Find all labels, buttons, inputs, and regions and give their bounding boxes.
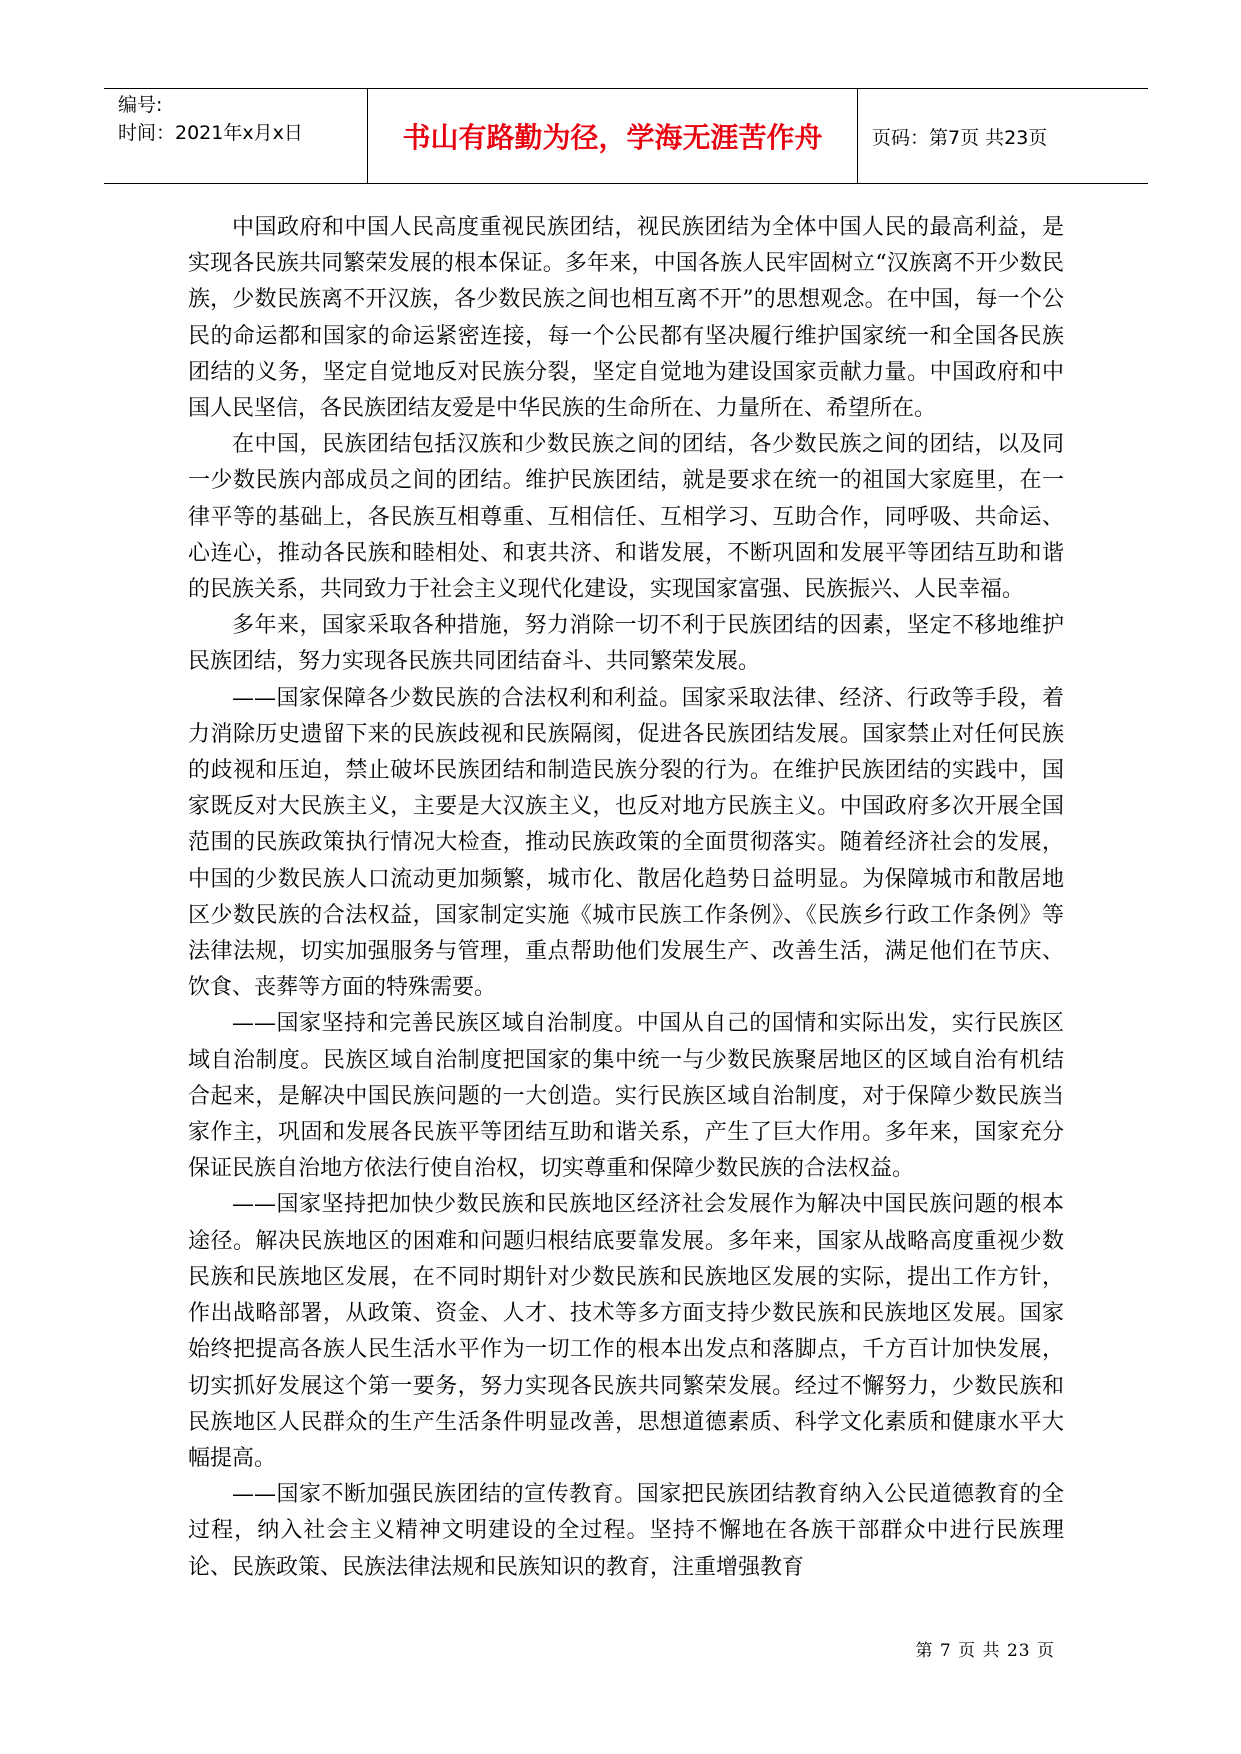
page-header [104, 88, 1148, 184]
paragraph-6: ——国家坚持把加快少数民族和民族地区经济社会发展作为解决中国民族问题的根本途径。解决民族地区的困难和问题归根结底要靠发展。多年来，国家从战略高度重视少数民族和民族地区发展，在不同时期针对少数民族和民族地区发展的实际，提出工作方针，作出战略部署，从政策、资金、人才、技术等多方面支持少数民族和民族地区发展。国家始终把提高各族人民生活水平作为一切工作的根本出发点和落脚点，千方百计加快发展，切实抓好发展这个第一要务，努力实现各民族共同繁荣发展。经过不懈努力，少数民族和民族地区人民群众的生产生活条件明显改善，思想道德素质、科学文化素质和健康水平大幅提高。 [188, 1192, 1064, 1471]
paragraph-4: ——国家保障各少数民族的合法权利和利益。国家采取法律、经济、行政等手段，着力消除历史遗留下来的民族歧视和民族隔阂，促进各民族团结发展。国家禁止对任何民族的歧视和压迫，禁止破坏民族团结和制造民族分裂的行为。在维护民族团结的实践中，国家既反对大民族主义，主要是大汉族主义，也反对地方民族主义。中国政府多次开展全国范围的民族政策执行情况大检查，推动民族政策的全面贯彻落实。随着经济社会的发展，中国的少数民族人口流动更加频繁，城市化、散居化趋势日益明显。为保障城市和散居地区少数民族的合法权益，国家制定实施《城市民族工作条例》、《民族乡行政工作条例》等法律法规，切实加强服务与管理，重点帮助他们发展生产、改善生活，满足他们在节庆、饮食、丧葬等方面的特殊需要。 [188, 685, 1064, 1001]
paragraph-2: 在中国，民族团结包括汉族和少数民族之间的团结，各少数民族之间的团结，以及同一少数民族内部成员之间的团结。维护民族团结，就是要求在统一的祖国大家庭里，在一律平等的基础上，各民族互相尊重、互相信任、互相学习、互助合作，同呼吸、共命运、心连心，推动各民族和睦相处、和衷共济、和谐发展，不断巩固和发展平等团结互助和谐的民族关系，共同致力于社会主义现代化建设，实现国家富强、民族振兴、人民幸福。 [188, 432, 1064, 603]
document-code-label: 编号: [118, 94, 163, 116]
page-footer: 第 7 页 共 23 页 [915, 1641, 1055, 1661]
paragraph-5: ——国家坚持和完善民族区域自治制度。中国从自己的国情和实际出发，实行民族区域自治制度。民族区域自治制度把国家的集中统一与少数民族聚居地区的区域自治有机结合起来，是解决中国民族问题的一大创造。实行民族区域自治制度，对于保障少数民族当家作主，巩固和发展各民族平等团结互助和谐关系，产生了巨大作用。多年来，国家充分保证民族自治地方依法行使自治权，切实尊重和保障少数民族的合法权益。 [188, 1011, 1064, 1182]
paragraph-1: 中国政府和中国人民高度重视民族团结，视民族团结为全体中国人民的最高利益，是实现各民族共同繁荣发展的根本保证。多年来，中国各族人民牢固树立“汉族离不开少数民族，少数民族离不开汉族，各少数民族之间也相互离不开”的思想观念。在中国，每一个公民的命运都和国家的命运紧密连接，每一个公民都有坚决履行维护国家统一和全国各民族团结的义务，坚定自觉地反对民族分裂，坚定自觉地为建设国家贡献力量。中国政府和中国人民坚信，各民族团结友爱是中华民族的生命所在、力量所在、希望所在。 [188, 215, 1065, 422]
header-motto: 书山有路勤为径，学海无涯苦作舟 [368, 89, 858, 183]
document-time-label: 时间：2021年x月x日 [118, 122, 303, 144]
header-meta [104, 89, 368, 183]
paragraph-3: 多年来，国家采取各种措施，努力消除一切不利于民族团结的因素，坚定不移地维护民族团结，努力实现各民族共同团结奋斗、共同繁荣发展。 [188, 613, 1064, 675]
document-body [188, 210, 1064, 1586]
header-page-label: 页码：第7页 共23页 [872, 126, 1048, 149]
paragraph-7: ——国家不断加强民族团结的宣传教育。国家把民族团结教育纳入公民道德教育的全过程，纳入社会主义精神文明建设的全过程。坚持不懈地在各族干部群众中进行民族理论、民族政策、民族法律法规和民族知识的教育，注重增强教育 [188, 1482, 1064, 1580]
